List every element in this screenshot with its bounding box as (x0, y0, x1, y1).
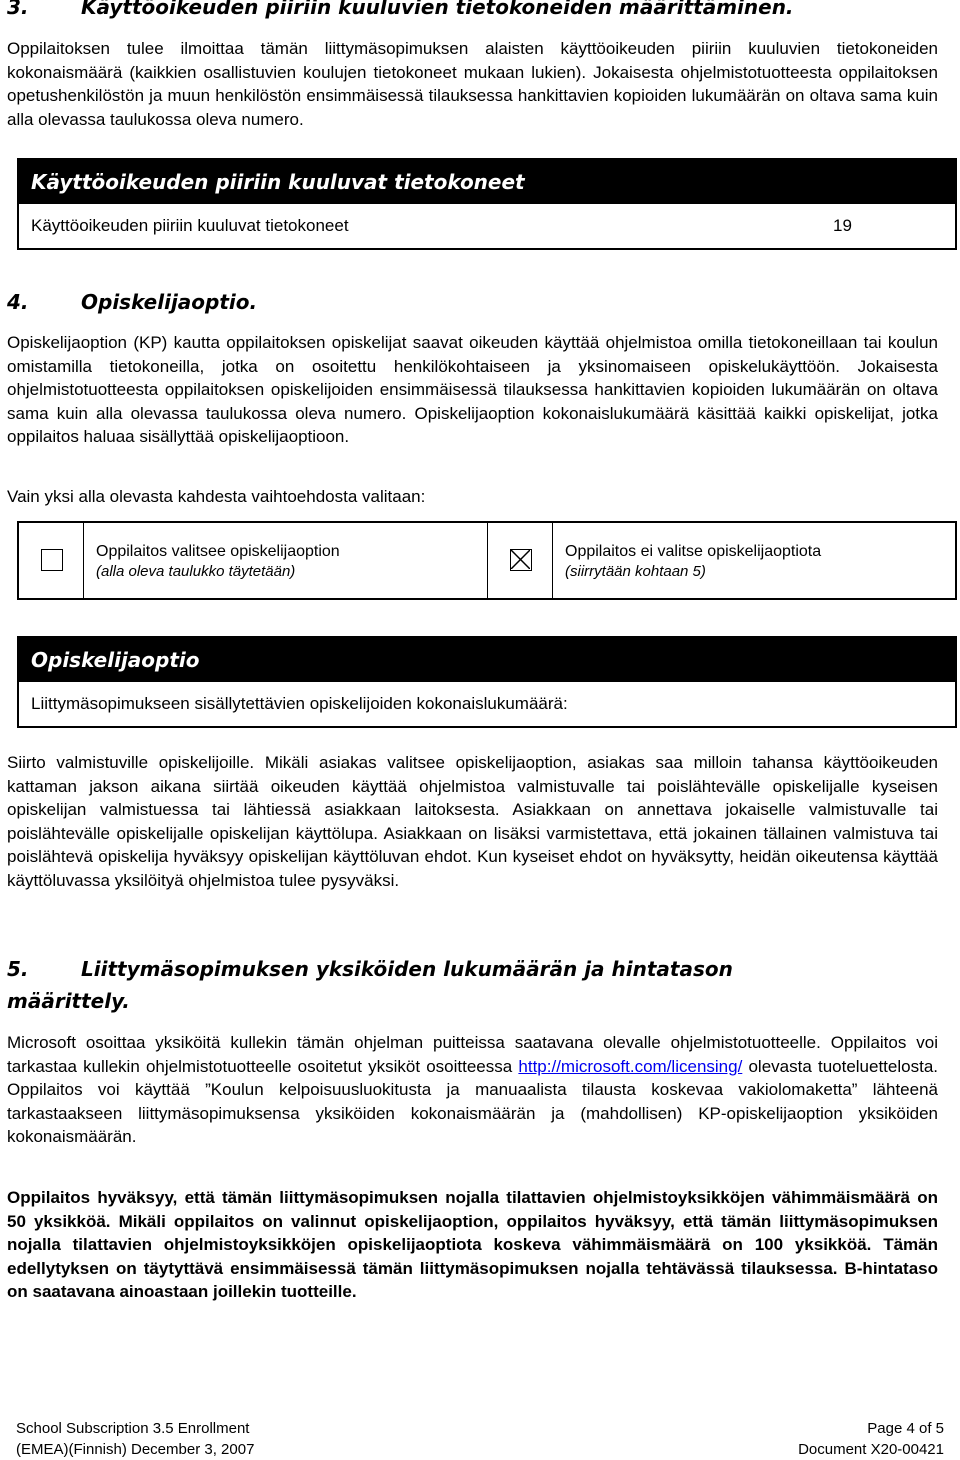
computers-table (17, 158, 957, 250)
section-4-heading (7, 290, 257, 314)
computers-table-header: Käyttöoikeuden piiriin kuuluvat tietokoneet (19, 160, 955, 204)
student-table-row (19, 682, 955, 726)
section-4-paragraph: Opiskelijaoption (KP) kautta oppilaitoksen opiskelijat saavat oikeuden käyttää ohjelmistoa omilla tietokoneillaan tai koulun omistamilla tietokoneilla, jotka on osoitettu henkilökohtaiseen ja yksinomaiseen opiskelukäyttöön. Jokaisesta ohjelmistotuotteesta oppilaitoksen opiskelijoiden ensimmäisessä tilauksessa hankittavien kopioiden lukumäärän on oltava sama kuin alla olevassa taulukossa oleva numero. Opiskelijaoption kokonaislukumäärä käsittää kaikki opiskelijat, jotka oppilaitos haluaa sisällyttää opiskelijaoptioon. (7, 333, 938, 446)
option-2-text (553, 523, 955, 598)
section-5-paragraph-1 (7, 1031, 938, 1149)
section-5-number: 5. (7, 957, 29, 981)
section-4-number: 4. (7, 290, 29, 314)
footer-left-line-1: School Subscription 3.5 Enrollment (16, 1420, 250, 1437)
option-1-checkbox[interactable] (41, 549, 63, 571)
choice-intro: Vain yksi alla olevasta kahdesta vaihtoehdosta valitaan: (7, 487, 426, 506)
section-3-heading (7, 0, 794, 19)
section-3-number: 3. (7, 0, 29, 19)
option-2-checkbox[interactable] (510, 549, 532, 571)
student-option-table (17, 636, 957, 728)
footer-document-id: Document X20-00421 (798, 1441, 944, 1458)
student-row-label: Liittymäsopimukseen sisällytettävien opiskelijoiden kokonaislukumäärä: (31, 694, 568, 713)
option-2-note: (siirrytään kohtaan 5) (565, 563, 706, 580)
student-table-header: Opiskelijaoptio (19, 638, 955, 682)
section-5-text-before-link: Microsoft osoittaa yksiköitä kullekin tämän ohjelman puitteissa saatavana olevalle ohjelmistotuotteelle. Oppilaitos voi tarkastaa kullekin ohjelmistotuotteelle osoitetut yksiköt osoitteessa (7, 1033, 938, 1076)
section-5-heading-cont (7, 989, 130, 1013)
section-3-paragraph: Oppilaitoksen tulee ilmoittaa tämän liittymäsopimuksen alaisten käyttöoikeuden piiriin kuuluvien tietokoneiden kokonaismäärä (kaikkien osallistuvien koulujen tietokoneet mukaan lukien). Jokaisesta ohjelmistotuotteesta oppilaitoksen opetushenkilöstön ja muun henkilöstön ensimmäisessä tilauksessa hankittavien kopioiden lukumäärän on oltava sama kuin alla olevassa taulukossa oleva numero. (7, 39, 938, 129)
option-2-label: Oppilaitos ei valitse opiskelijaoptiota (565, 543, 822, 560)
section-4-title: Opiskelijaoptio. (81, 290, 258, 314)
section-5-title-line2: määrittely. (7, 989, 130, 1013)
checked-x-icon (511, 550, 530, 569)
licensing-link[interactable]: http://microsoft.com/licensing/ (518, 1056, 743, 1076)
option-2-checkbox-cell (488, 523, 553, 598)
option-choice-table (17, 521, 957, 600)
section-3-title: Käyttöoikeuden piiriin kuuluvien tietokoneiden määrittäminen. (81, 0, 794, 19)
computers-count-value: 19 (833, 216, 852, 235)
section-5-title-line1: Liittymäsopimuksen yksiköiden lukumäärän ja hintatason (81, 957, 733, 981)
option-1-checkbox-cell (19, 523, 84, 598)
transfer-paragraph: Siirto valmistuville opiskelijoille. Mikäli asiakas valitsee opiskelijaoption, asiakas saa milloin tahansa käyttöoikeuden kattaman jakson aikana siirtää oikeuden käyttää ohjelmistoa valmistuvalle tai poislähtevälle opiskelijalle kyseisen opiskelijan valmistuessa tai lähtiessä asiakkaan laitoksesta. Asiakkaan on annettava jokaiselle valmistuvalle tai poislähtevälle opiskelijalle opiskelijan käyttölupa. Asiakkaan on lisäksi varmistettava, että jokainen tällainen valmistuva tai poislähtevä opiskelija hyväksyy opiskelijan käyttöluvan ehdot. Kun kyseiset ehdot on hyväksytty, heidän oikeutensa käyttää käyttöluvassa yksilöityä ohjelmistoa tulee pysyväksi. (7, 753, 938, 890)
computers-row-label: Käyttöoikeuden piiriin kuuluvat tietokoneet (31, 216, 349, 235)
option-1-note: (alla oleva taulukko täytetään) (96, 563, 296, 580)
section-5-heading (7, 957, 733, 981)
computers-table-row (19, 204, 955, 248)
section-5-text-after-link: olevasta tuoteluettelosta. Oppilaitos voi käyttää ”Koulun kelpoisuusluokitusta ja manuaalista tilausta koskevaa vakiolomaketta” lähteenä tarkastaakseen liittymäsopimuksensa yksiköiden kokonaismäärän ja (mahdollisen) KP-opiskelijaoption yksiköiden kokonaismäärän. (7, 1056, 938, 1146)
option-1-text (84, 523, 488, 598)
section-5-paragraph-2: Oppilaitos hyväksyy, että tämän liittymäsopimuksen nojalla tilattavien ohjelmistoyksikköjen vähimmäismäärä on 50 yksikköä. Mikäli oppilaitos on valinnut opiskelijaoption, oppilaitos hyväksyy, että tämän liittymäsopimuksen nojalla tilattavien ohjelmistoyksikköjen opiskelijaoptiota koskeva vähimmäismäärä on 100 yksikköä. Tämän edellytyksen on täytyttävä ensimmäisessä tämän liittymäsopimuksen nojalla tehtävässä tilauksessa. B-hintataso on saatavana ainoastaan joillekin tuotteille. (7, 1188, 938, 1301)
option-1-label: Oppilaitos valitsee opiskelijaoption (96, 543, 340, 560)
footer-left-line-2: (EMEA)(Finnish) December 3, 2007 (16, 1441, 255, 1458)
footer-page-number: Page 4 of 5 (867, 1420, 944, 1437)
page-footer (16, 1418, 944, 1460)
footer-right (798, 1418, 944, 1460)
